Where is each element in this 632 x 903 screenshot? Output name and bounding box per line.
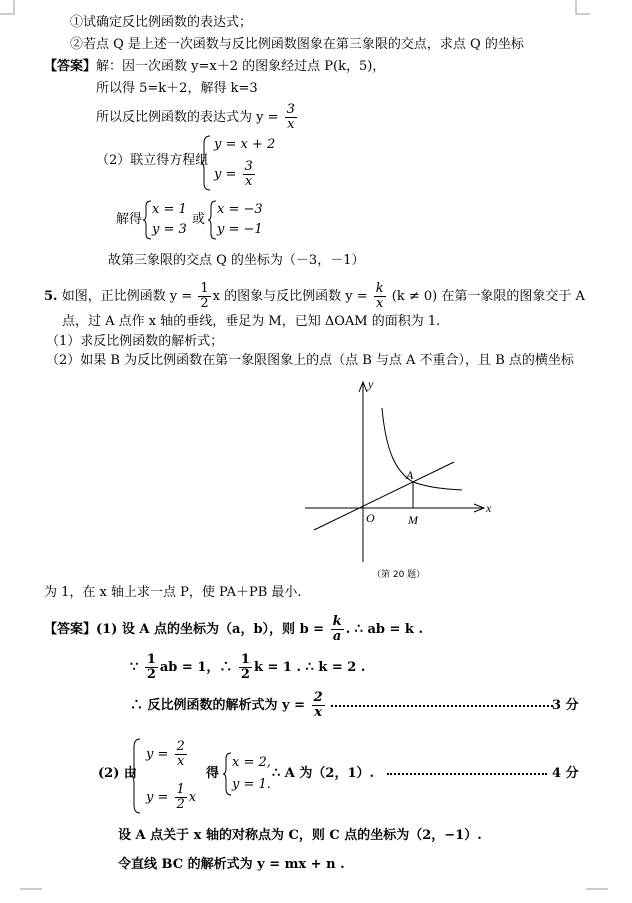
system3-y: y = 1.: [232, 777, 271, 792]
function-graph: [300, 372, 500, 582]
system1-eq1: y = x + 2: [214, 137, 276, 152]
q5-number: 5.: [44, 289, 58, 304]
part2-label: （2）联立得方程组: [96, 153, 209, 168]
get-label: 得: [206, 766, 220, 781]
q5-line1: 5. 如图，正比例函数 y = $\frac{1}{2}$ x 的图象与反比例函数 y = $\frac{k}{x}$ (k ≠ 0) 在第一象限的图象交于 A: [44, 281, 585, 311]
label-m: M: [408, 513, 418, 527]
question-sub2: ②若点 Q 是上述一次函数与反比例函数图象在第三象限的交点，求点 Q 的坐标: [70, 37, 524, 52]
fraction-k-over-x: $\frac{k}{x}$: [375, 281, 384, 311]
system3-x: x = 2,: [232, 755, 271, 770]
brace-solution-2: [207, 200, 217, 240]
score-1: 3 分: [552, 698, 579, 713]
corner-mark-bottom-right: [586, 881, 608, 903]
system2-eq2: y = $\frac{1}{2}$ x: [146, 782, 197, 812]
answer-line3-text: 所以反比例函数的表达式为 y =: [96, 110, 279, 125]
corner-mark-bottom-left: [20, 881, 42, 903]
answer-tag: 【答案】: [44, 59, 97, 74]
answer2-line6: 令直线 BC 的解析式为 y = mx + n .: [118, 857, 345, 872]
corner-mark-top-right: [568, 0, 590, 22]
answer2-line2: ∵ $\frac{1}{2}$ ab = 1，∴ $\frac{1}{2}$ k = 1 . ∴ k = 2 .: [130, 652, 366, 682]
score-2: 4 分: [552, 766, 579, 781]
fraction-3-over-x-b: $\frac{3}{x}$: [244, 159, 253, 189]
label-x: x: [486, 501, 492, 515]
graph-caption: （第 20 题）: [372, 570, 426, 580]
brace-solution-1: [142, 200, 152, 240]
system1-eq2: y = $\frac{3}{x}$: [214, 159, 253, 189]
q5-line5: 为 1，在 x 轴上求一点 P，使 PA＋PB 最小.: [44, 585, 302, 600]
label-a: A: [406, 468, 414, 482]
sol2-x: x = −3: [217, 202, 263, 217]
fraction-2-over-x-b: $\frac{2}{x}$: [176, 739, 185, 769]
solve-label: 解得: [116, 212, 143, 227]
brace-system-2: [130, 738, 142, 814]
sol2-y: y = −1: [217, 222, 263, 237]
answer-line3: [96, 103, 299, 133]
fraction-1-over-2: $\frac{1}{2}$: [200, 281, 209, 311]
answer-line2: 所以得 5=k＋2，解得 k=3: [96, 81, 258, 96]
or-label: 或: [192, 212, 206, 227]
answer2-line3: ∴ 反比例函数的解析式为 y = $\frac{2}{x}$: [130, 688, 553, 724]
dotted-leader-1: [331, 705, 553, 707]
label-o: O: [366, 511, 375, 525]
system2-eq1: y = $\frac{2}{x}$: [146, 739, 185, 769]
fraction-1-over-2-b: $\frac{1}{2}$: [146, 652, 156, 682]
linear-function-line: [314, 462, 454, 530]
q5-line2: 点，过 A 点作 x 轴的垂线，垂足为 M，已知 ΔOAM 的面积为 1.: [62, 314, 441, 329]
fraction-k-over-a: $\frac{k}{a}$: [332, 614, 342, 644]
dotted-leader-2: [387, 773, 547, 775]
corner-mark-top-left: [0, 0, 22, 22]
brace-system-1: [200, 135, 212, 191]
answer2-line5: 设 A 点关于 x 轴的对称点为 C，则 C 点的坐标为（2，−1）.: [118, 828, 482, 843]
sol1-x: x = 1: [152, 202, 187, 217]
question-sub1: ①试确定反比例函数的表达式；: [70, 15, 253, 30]
answer2-tag: 【答案】: [44, 622, 97, 637]
answer2-part2-result: ∴ A 为（2，1）.: [272, 765, 547, 783]
answer2-line1: 【答案】(1) 设 A 点的坐标为（a，b），则 b = $\frac{k}{a}$ . ∴ ab = k .: [44, 614, 423, 644]
label-y: y: [368, 377, 374, 391]
sol1-y: y = 3: [152, 222, 187, 237]
answer-block-1: [44, 58, 385, 76]
fraction-3-over-x: $\frac{3}{x}$: [286, 102, 295, 132]
answer2-part2-label: (2) 由: [98, 766, 137, 781]
q5-line4: （2）如果 B 为反比例函数在第一象限图象上的点（点 B 与点 A 不重合），且 B 点的横坐标: [46, 353, 574, 368]
q5-line3: （1）求反比例函数的解析式；: [46, 334, 224, 349]
answer-line1: 解：因一次函数 y=x＋2 的图象经过点 P(k，5)，: [96, 59, 386, 74]
fraction-1-over-2-c: $\frac{1}{2}$: [240, 652, 250, 682]
fraction-1-over-2-d: $\frac{1}{2}$: [176, 782, 185, 812]
brace-system-3: [222, 752, 232, 796]
fraction-2-over-x: $\frac{2}{x}$: [313, 690, 323, 720]
answer-conclusion: 故第三象限的交点 Q 的坐标为（－3，－1）: [108, 253, 365, 268]
